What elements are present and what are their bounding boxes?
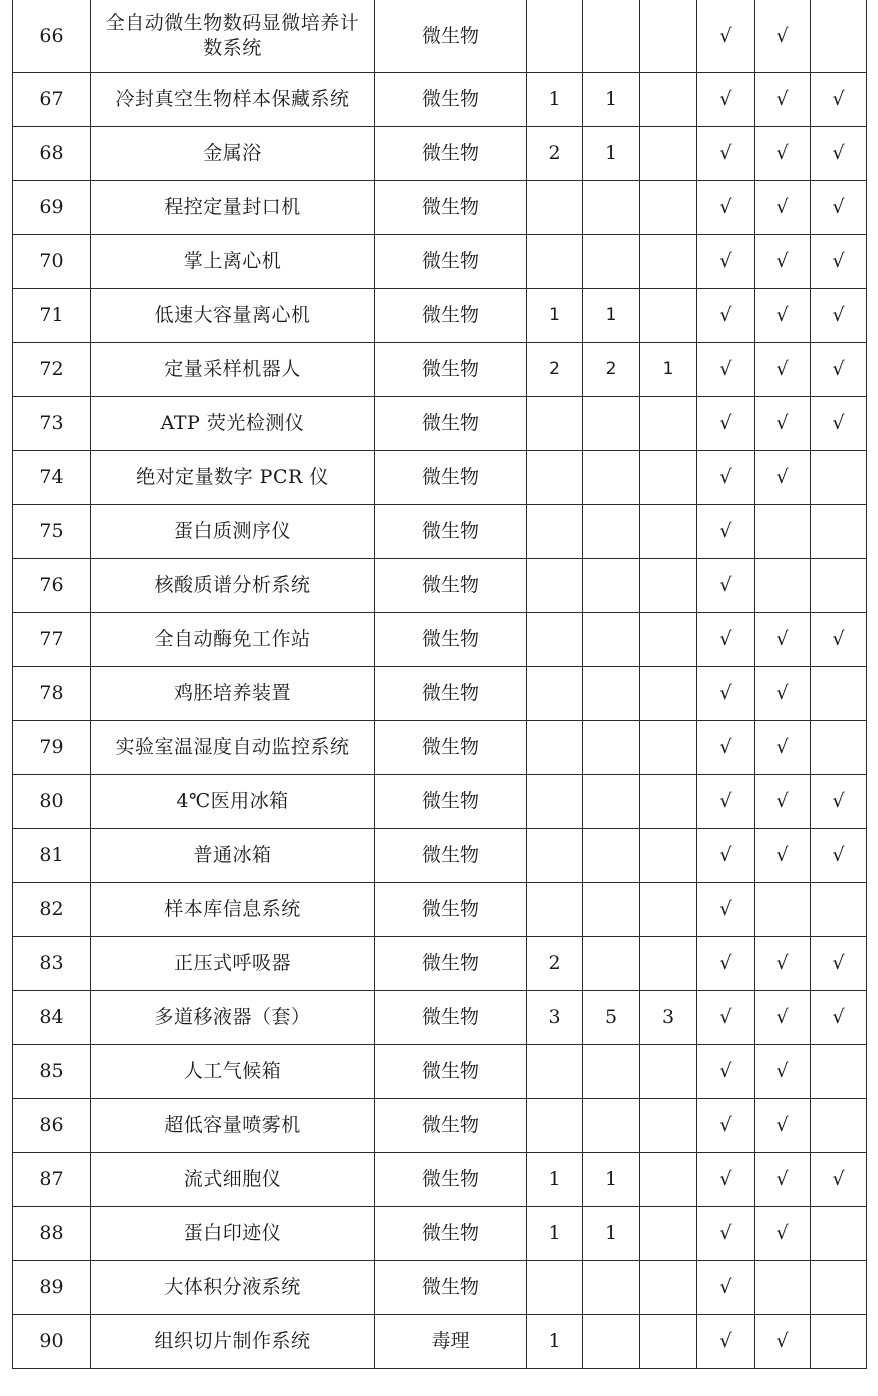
table-row bbox=[13, 613, 867, 667]
equipment-name bbox=[91, 397, 375, 451]
quantity-2 bbox=[583, 0, 640, 73]
row-number: 68 bbox=[13, 127, 91, 181]
department: 微生物 bbox=[375, 289, 527, 343]
row-number: 73 bbox=[13, 397, 91, 451]
quantity-2 bbox=[583, 1315, 640, 1369]
table-row bbox=[13, 1099, 867, 1153]
table-row bbox=[13, 559, 867, 613]
quantity-2 bbox=[583, 559, 640, 613]
quantity-3 bbox=[640, 559, 697, 613]
row-number: 89 bbox=[13, 1261, 91, 1315]
table-row bbox=[13, 1315, 867, 1369]
check-mark-3 bbox=[811, 0, 867, 73]
quantity-3 bbox=[640, 775, 697, 829]
row-number: 79 bbox=[13, 721, 91, 775]
equipment-name bbox=[91, 1045, 375, 1099]
check-mark-3: √ bbox=[811, 1153, 867, 1207]
quantity-1: 1 bbox=[527, 1153, 583, 1207]
equipment-name-text: 低速大容量离心机 bbox=[154, 304, 311, 326]
equipment-name bbox=[91, 1153, 375, 1207]
quantity-3 bbox=[640, 667, 697, 721]
equipment-name bbox=[91, 451, 375, 505]
equipment-name bbox=[91, 235, 375, 289]
quantity-1: 1 bbox=[527, 73, 583, 127]
equipment-name bbox=[91, 775, 375, 829]
quantity-3 bbox=[640, 73, 697, 127]
quantity-2: 1 bbox=[583, 127, 640, 181]
quantity-1 bbox=[527, 1099, 583, 1153]
row-number: 83 bbox=[13, 937, 91, 991]
equipment-name-text: 大体积分液系统 bbox=[164, 1276, 301, 1298]
table-row bbox=[13, 937, 867, 991]
quantity-3 bbox=[640, 0, 697, 73]
row-number: 81 bbox=[13, 829, 91, 883]
row-number: 72 bbox=[13, 343, 91, 397]
check-mark-3 bbox=[811, 1315, 867, 1369]
department: 微生物 bbox=[375, 181, 527, 235]
table-row bbox=[13, 991, 867, 1045]
table-row bbox=[13, 1261, 867, 1315]
department: 微生物 bbox=[375, 397, 527, 451]
quantity-2 bbox=[583, 721, 640, 775]
row-number: 77 bbox=[13, 613, 91, 667]
quantity-1 bbox=[527, 667, 583, 721]
quantity-3 bbox=[640, 505, 697, 559]
quantity-3 bbox=[640, 127, 697, 181]
department: 微生物 bbox=[375, 451, 527, 505]
quantity-1 bbox=[527, 721, 583, 775]
check-mark-1: √ bbox=[697, 451, 755, 505]
check-mark-2 bbox=[755, 1261, 811, 1315]
row-number: 75 bbox=[13, 505, 91, 559]
table-row bbox=[13, 721, 867, 775]
equipment-name-text: 程控定量封口机 bbox=[164, 196, 301, 218]
check-mark-2: √ bbox=[755, 829, 811, 883]
check-mark-1: √ bbox=[697, 883, 755, 937]
quantity-3 bbox=[640, 1099, 697, 1153]
equipment-name-text: ATP 荧光检测仪 bbox=[160, 412, 305, 434]
table-row bbox=[13, 127, 867, 181]
department: 微生物 bbox=[375, 613, 527, 667]
quantity-1 bbox=[527, 1045, 583, 1099]
equipment-name-text: 组织切片制作系统 bbox=[154, 1330, 311, 1352]
quantity-3 bbox=[640, 397, 697, 451]
check-mark-2: √ bbox=[755, 613, 811, 667]
quantity-2 bbox=[583, 829, 640, 883]
equipment-table bbox=[12, 0, 867, 1369]
quantity-2 bbox=[583, 883, 640, 937]
quantity-2 bbox=[583, 1099, 640, 1153]
department: 微生物 bbox=[375, 505, 527, 559]
check-mark-1: √ bbox=[697, 775, 755, 829]
equipment-name-text: 超低容量喷雾机 bbox=[164, 1114, 301, 1136]
check-mark-3 bbox=[811, 451, 867, 505]
check-mark-3: √ bbox=[811, 397, 867, 451]
quantity-1 bbox=[527, 829, 583, 883]
equipment-name-text: 全自动微生物数码显微培养计数系统 bbox=[105, 12, 360, 59]
check-mark-3: √ bbox=[811, 127, 867, 181]
check-mark-1: √ bbox=[697, 397, 755, 451]
quantity-3 bbox=[640, 721, 697, 775]
quantity-2: 2 bbox=[583, 343, 640, 397]
quantity-2 bbox=[583, 937, 640, 991]
quantity-2 bbox=[583, 451, 640, 505]
equipment-name bbox=[91, 883, 375, 937]
department: 微生物 bbox=[375, 721, 527, 775]
department: 微生物 bbox=[375, 1207, 527, 1261]
equipment-name bbox=[91, 181, 375, 235]
equipment-name bbox=[91, 937, 375, 991]
check-mark-2: √ bbox=[755, 289, 811, 343]
check-mark-3 bbox=[811, 505, 867, 559]
equipment-name bbox=[91, 1315, 375, 1369]
table-row bbox=[13, 1207, 867, 1261]
department: 微生物 bbox=[375, 829, 527, 883]
equipment-name bbox=[91, 613, 375, 667]
equipment-name-text: 蛋白印迹仪 bbox=[183, 1222, 282, 1244]
table-row bbox=[13, 289, 867, 343]
quantity-1: 2 bbox=[527, 127, 583, 181]
quantity-2 bbox=[583, 397, 640, 451]
equipment-name bbox=[91, 343, 375, 397]
check-mark-1: √ bbox=[697, 721, 755, 775]
check-mark-2 bbox=[755, 883, 811, 937]
check-mark-3 bbox=[811, 883, 867, 937]
row-number: 67 bbox=[13, 73, 91, 127]
table-row bbox=[13, 883, 867, 937]
quantity-2 bbox=[583, 1045, 640, 1099]
department: 微生物 bbox=[375, 883, 527, 937]
department: 微生物 bbox=[375, 775, 527, 829]
check-mark-3: √ bbox=[811, 235, 867, 289]
check-mark-1: √ bbox=[697, 667, 755, 721]
check-mark-1: √ bbox=[697, 1261, 755, 1315]
check-mark-2: √ bbox=[755, 451, 811, 505]
department: 微生物 bbox=[375, 667, 527, 721]
department: 微生物 bbox=[375, 127, 527, 181]
quantity-2: 1 bbox=[583, 1153, 640, 1207]
check-mark-1: √ bbox=[697, 73, 755, 127]
quantity-2 bbox=[583, 775, 640, 829]
check-mark-2: √ bbox=[755, 1315, 811, 1369]
check-mark-3: √ bbox=[811, 289, 867, 343]
check-mark-1: √ bbox=[697, 0, 755, 73]
table-row bbox=[13, 1045, 867, 1099]
table-row bbox=[13, 0, 867, 73]
check-mark-3: √ bbox=[811, 991, 867, 1045]
check-mark-3: √ bbox=[811, 829, 867, 883]
row-number: 78 bbox=[13, 667, 91, 721]
table-row bbox=[13, 235, 867, 289]
equipment-name bbox=[91, 721, 375, 775]
quantity-1 bbox=[527, 451, 583, 505]
quantity-3 bbox=[640, 883, 697, 937]
check-mark-3: √ bbox=[811, 181, 867, 235]
quantity-1: 1 bbox=[527, 1315, 583, 1369]
check-mark-2: √ bbox=[755, 1099, 811, 1153]
equipment-name-text: 绝对定量数字 PCR 仪 bbox=[136, 466, 329, 488]
quantity-3 bbox=[640, 1315, 697, 1369]
department: 毒理 bbox=[375, 1315, 527, 1369]
quantity-1 bbox=[527, 1261, 583, 1315]
check-mark-1: √ bbox=[697, 559, 755, 613]
check-mark-1: √ bbox=[697, 1153, 755, 1207]
department: 微生物 bbox=[375, 343, 527, 397]
table-row bbox=[13, 73, 867, 127]
row-number: 90 bbox=[13, 1315, 91, 1369]
quantity-1 bbox=[527, 0, 583, 73]
row-number: 84 bbox=[13, 991, 91, 1045]
quantity-2 bbox=[583, 235, 640, 289]
equipment-name-text: 正压式呼吸器 bbox=[173, 952, 291, 974]
row-number: 76 bbox=[13, 559, 91, 613]
table-row bbox=[13, 505, 867, 559]
equipment-name bbox=[91, 73, 375, 127]
check-mark-3 bbox=[811, 1099, 867, 1153]
check-mark-2: √ bbox=[755, 181, 811, 235]
check-mark-1: √ bbox=[697, 991, 755, 1045]
equipment-name-text: 全自动酶免工作站 bbox=[154, 628, 311, 650]
department: 微生物 bbox=[375, 0, 527, 73]
table-row bbox=[13, 775, 867, 829]
table-row bbox=[13, 397, 867, 451]
quantity-3 bbox=[640, 235, 697, 289]
quantity-3 bbox=[640, 1207, 697, 1261]
check-mark-3 bbox=[811, 1207, 867, 1261]
quantity-3 bbox=[640, 613, 697, 667]
row-number: 86 bbox=[13, 1099, 91, 1153]
quantity-1 bbox=[527, 397, 583, 451]
row-number: 85 bbox=[13, 1045, 91, 1099]
row-number: 80 bbox=[13, 775, 91, 829]
quantity-2 bbox=[583, 505, 640, 559]
department: 微生物 bbox=[375, 73, 527, 127]
equipment-name bbox=[91, 289, 375, 343]
quantity-2: 1 bbox=[583, 73, 640, 127]
check-mark-2: √ bbox=[755, 0, 811, 73]
equipment-name bbox=[91, 1099, 375, 1153]
check-mark-2: √ bbox=[755, 1045, 811, 1099]
equipment-name bbox=[91, 667, 375, 721]
row-number: 66 bbox=[13, 0, 91, 73]
table-body bbox=[13, 0, 867, 1369]
row-number: 70 bbox=[13, 235, 91, 289]
check-mark-3 bbox=[811, 667, 867, 721]
check-mark-3 bbox=[811, 1261, 867, 1315]
check-mark-2: √ bbox=[755, 1207, 811, 1261]
equipment-name-text: 核酸质谱分析系统 bbox=[154, 574, 311, 596]
department: 微生物 bbox=[375, 991, 527, 1045]
check-mark-2: √ bbox=[755, 721, 811, 775]
equipment-name-text: 鸡胚培养装置 bbox=[173, 682, 291, 704]
table-row bbox=[13, 1153, 867, 1207]
quantity-3 bbox=[640, 181, 697, 235]
table-row bbox=[13, 181, 867, 235]
quantity-1 bbox=[527, 559, 583, 613]
quantity-3 bbox=[640, 289, 697, 343]
check-mark-1: √ bbox=[697, 505, 755, 559]
table-row bbox=[13, 343, 867, 397]
check-mark-2: √ bbox=[755, 937, 811, 991]
quantity-3 bbox=[640, 937, 697, 991]
equipment-name bbox=[91, 505, 375, 559]
quantity-2 bbox=[583, 667, 640, 721]
quantity-1 bbox=[527, 235, 583, 289]
check-mark-2: √ bbox=[755, 73, 811, 127]
check-mark-1: √ bbox=[697, 829, 755, 883]
check-mark-1: √ bbox=[697, 289, 755, 343]
check-mark-2 bbox=[755, 559, 811, 613]
equipment-name bbox=[91, 0, 375, 73]
check-mark-3 bbox=[811, 1045, 867, 1099]
check-mark-1: √ bbox=[697, 1099, 755, 1153]
check-mark-3: √ bbox=[811, 937, 867, 991]
quantity-3 bbox=[640, 1153, 697, 1207]
quantity-1: 1 bbox=[527, 289, 583, 343]
equipment-name bbox=[91, 1207, 375, 1261]
table-row bbox=[13, 829, 867, 883]
check-mark-1: √ bbox=[697, 937, 755, 991]
row-number: 87 bbox=[13, 1153, 91, 1207]
row-number: 88 bbox=[13, 1207, 91, 1261]
quantity-3: 1 bbox=[640, 343, 697, 397]
department: 微生物 bbox=[375, 235, 527, 289]
equipment-name-text: 定量采样机器人 bbox=[164, 358, 301, 380]
quantity-1 bbox=[527, 883, 583, 937]
quantity-3 bbox=[640, 1261, 697, 1315]
department: 微生物 bbox=[375, 1099, 527, 1153]
table-row bbox=[13, 451, 867, 505]
equipment-name-text: 人工气候箱 bbox=[183, 1060, 282, 1082]
check-mark-3: √ bbox=[811, 613, 867, 667]
check-mark-3: √ bbox=[811, 73, 867, 127]
quantity-2: 1 bbox=[583, 289, 640, 343]
row-number: 71 bbox=[13, 289, 91, 343]
department: 微生物 bbox=[375, 559, 527, 613]
equipment-name-text: 4℃医用冰箱 bbox=[176, 790, 289, 812]
check-mark-1: √ bbox=[697, 235, 755, 289]
check-mark-1: √ bbox=[697, 1315, 755, 1369]
equipment-name-text: 多道移液器（套） bbox=[154, 1006, 311, 1028]
check-mark-2: √ bbox=[755, 397, 811, 451]
quantity-2 bbox=[583, 613, 640, 667]
row-number: 69 bbox=[13, 181, 91, 235]
quantity-1: 2 bbox=[527, 343, 583, 397]
check-mark-2: √ bbox=[755, 127, 811, 181]
quantity-3 bbox=[640, 1045, 697, 1099]
check-mark-2 bbox=[755, 505, 811, 559]
row-number: 82 bbox=[13, 883, 91, 937]
equipment-name bbox=[91, 991, 375, 1045]
table-row bbox=[13, 667, 867, 721]
quantity-1: 3 bbox=[527, 991, 583, 1045]
quantity-1: 1 bbox=[527, 1207, 583, 1261]
row-number: 74 bbox=[13, 451, 91, 505]
check-mark-2: √ bbox=[755, 1153, 811, 1207]
quantity-2 bbox=[583, 181, 640, 235]
check-mark-1: √ bbox=[697, 613, 755, 667]
department: 微生物 bbox=[375, 1261, 527, 1315]
quantity-3: 3 bbox=[640, 991, 697, 1045]
equipment-name bbox=[91, 559, 375, 613]
equipment-name-text: 流式细胞仪 bbox=[183, 1168, 282, 1190]
quantity-2: 5 bbox=[583, 991, 640, 1045]
department: 微生物 bbox=[375, 1153, 527, 1207]
equipment-name bbox=[91, 1261, 375, 1315]
equipment-name-text: 冷封真空生物样本保藏系统 bbox=[115, 88, 350, 110]
check-mark-2: √ bbox=[755, 343, 811, 397]
equipment-name-text: 普通冰箱 bbox=[193, 844, 272, 866]
quantity-1 bbox=[527, 775, 583, 829]
equipment-name-text: 掌上离心机 bbox=[183, 250, 282, 272]
quantity-2: 1 bbox=[583, 1207, 640, 1261]
check-mark-1: √ bbox=[697, 1045, 755, 1099]
equipment-name-text: 样本库信息系统 bbox=[164, 898, 301, 920]
quantity-2 bbox=[583, 1261, 640, 1315]
check-mark-2: √ bbox=[755, 667, 811, 721]
check-mark-2: √ bbox=[755, 235, 811, 289]
quantity-1 bbox=[527, 181, 583, 235]
quantity-3 bbox=[640, 451, 697, 505]
equipment-name-text: 蛋白质测序仪 bbox=[173, 520, 291, 542]
quantity-1: 2 bbox=[527, 937, 583, 991]
check-mark-3 bbox=[811, 559, 867, 613]
quantity-1 bbox=[527, 505, 583, 559]
check-mark-2: √ bbox=[755, 991, 811, 1045]
department: 微生物 bbox=[375, 937, 527, 991]
check-mark-3: √ bbox=[811, 775, 867, 829]
quantity-3 bbox=[640, 829, 697, 883]
check-mark-1: √ bbox=[697, 127, 755, 181]
check-mark-2: √ bbox=[755, 775, 811, 829]
equipment-table-sheet bbox=[12, 0, 866, 1369]
check-mark-3 bbox=[811, 721, 867, 775]
equipment-name-text: 金属浴 bbox=[203, 142, 262, 164]
department: 微生物 bbox=[375, 1045, 527, 1099]
quantity-1 bbox=[527, 613, 583, 667]
check-mark-3: √ bbox=[811, 343, 867, 397]
check-mark-1: √ bbox=[697, 181, 755, 235]
equipment-name bbox=[91, 829, 375, 883]
equipment-name bbox=[91, 127, 375, 181]
equipment-name-text: 实验室温湿度自动监控系统 bbox=[115, 736, 350, 758]
check-mark-1: √ bbox=[697, 1207, 755, 1261]
check-mark-1: √ bbox=[697, 343, 755, 397]
